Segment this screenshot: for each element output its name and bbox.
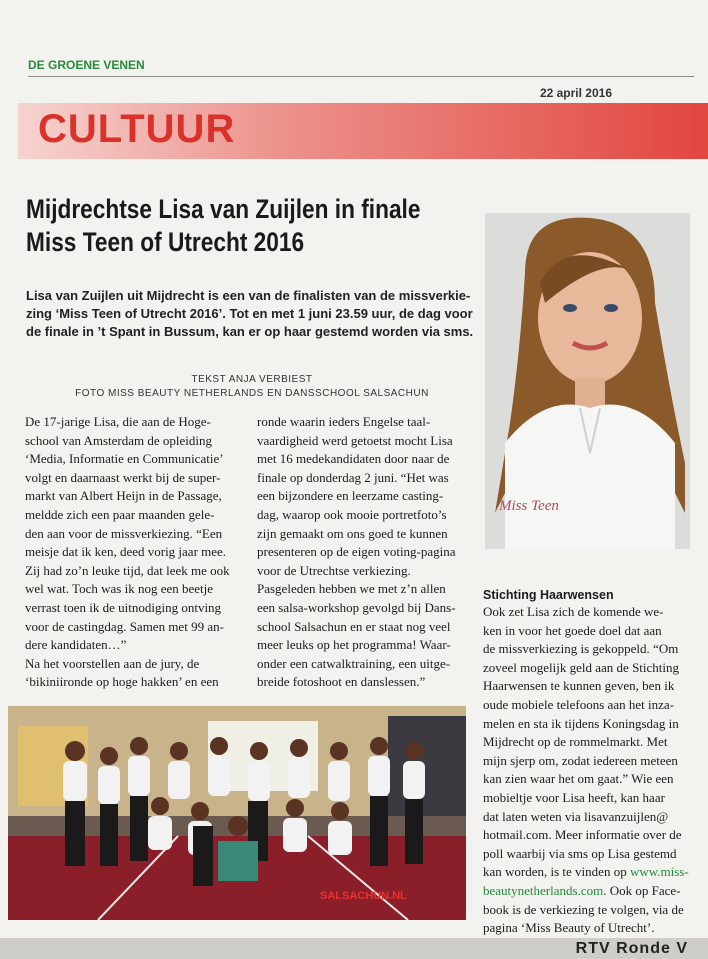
article-credits — [26, 373, 478, 401]
body-line: oude mobiele telefoons aan het inza- — [483, 696, 674, 712]
section-banner — [18, 103, 708, 159]
article-headline — [26, 193, 421, 259]
body-line: dat laten weten via lisavanzuijlen@ — [483, 808, 669, 824]
body-line: mobieltje voor Lisa heeft, kan haar — [483, 789, 665, 805]
body-line: school Salsachun en er staat nog veel — [257, 618, 451, 634]
body-line: Zij had zo’n leuke tijd, dat leek me ook — [25, 562, 230, 578]
body-line: breide fotoshoot en danslessen.” — [257, 674, 426, 690]
sidebar-column — [483, 588, 689, 938]
body-line: poll waarbij via sms op Lisa gestemd — [483, 845, 677, 861]
headline-line: Mijdrechtse Lisa van Zuijlen in finale — [26, 194, 421, 224]
body-line: wel wat. Toch was ik nog een beetje — [25, 581, 214, 597]
body-line: ronde waarin ieders Engelse taal- — [257, 414, 431, 429]
body-line: Haarwensen te kunnen geven, ben ik — [483, 678, 675, 694]
masthead-rule — [28, 76, 694, 77]
issue-date: 22 april 2016 — [539, 86, 612, 100]
body-line: Na het voorstellen aan de jury, de — [25, 655, 200, 671]
body-line: een salsa-workshop gevolgd bij Dans- — [257, 599, 456, 615]
body-line: ‘Media, Informatie en Communicatie’ — [25, 451, 224, 467]
body-line: zijn gemaakt om ons goed te kunnen — [257, 525, 448, 541]
website-link-cont[interactable]: beautynetherlands.com — [483, 882, 604, 898]
body-line: dere kandidaten…” — [25, 637, 127, 653]
article-column-1 — [25, 413, 230, 692]
section-title: CULTUUR — [38, 107, 236, 151]
body-line-text: . Ook op Face- — [603, 882, 681, 898]
body-line: zoveel mogelijk geld aan de Stichting — [483, 659, 680, 675]
photo-watermark: SALSACHUN.NL — [320, 890, 407, 902]
body-line: melen en sta ik tijdens Koningsdag in — [483, 715, 679, 731]
group-photo — [8, 706, 466, 920]
body-line: presenteren op de eigen voting-pagina — [257, 544, 456, 560]
body-line: onder een catwalktraining, een uitge- — [257, 655, 451, 671]
body-line: ‘bikiniironde op hoge hakken’ en een — [25, 674, 219, 690]
body-line — [483, 863, 689, 882]
body-line: voor de Utrechtse verkiezing. — [257, 562, 411, 578]
body-line: Mijdrecht op de rommelmarkt. Met — [483, 734, 668, 750]
body-line: vaardigheid werd getoetst mocht Lisa — [257, 432, 453, 448]
article-column-2 — [257, 413, 456, 692]
body-line: meldde zich een paar maanden gele- — [25, 506, 215, 522]
miss-teen-logo: Miss Teen — [499, 498, 559, 514]
body-line: meisje dat ik ken, deed vorig jaar mee. — [25, 544, 227, 560]
body-line: verrast toen ik de uitnodiging ontving — [25, 599, 222, 615]
body-line: Ook zet Lisa zich de komende we- — [483, 604, 664, 619]
newspaper-name: DE GROENE VENEN — [28, 58, 145, 72]
next-page-text: RTV Ronde V — [575, 940, 688, 957]
body-line: markt van Albert Heijn in de Passage, — [25, 488, 222, 504]
text-credit: TEKST ANJA VERBIEST — [191, 374, 313, 385]
body-line: den aan voor de missverkiezing. “Een — [25, 525, 223, 541]
body-line: pagina ‘Miss Beauty of Utrecht’. — [483, 920, 655, 936]
body-line — [483, 882, 689, 901]
lead-line: zing ‘Miss Teen of Utrecht 2016’. Tot en met 1 juni 23.59 uur, de dag voor — [26, 306, 473, 321]
body-line: een bijzondere en leerzame casting- — [257, 488, 444, 504]
body-line: met 16 medekandidaten door naar de — [257, 451, 450, 467]
photo-credit: FOTO MISS BEAUTY NETHERLANDS EN DANSSCHOOL SALSACHUN — [75, 388, 429, 399]
body-line: kan zien waar het om gaat.” Wie een — [483, 771, 674, 787]
body-line: dag, waarop ook mooie portretfoto’s — [257, 506, 447, 522]
lead-line: de finale in ’t Spant in Bussum, kan er op haar gestemd worden via sms. — [26, 324, 474, 339]
lead-line: Lisa van Zuijlen uit Mijdrecht is een van de finalisten van de missverkie- — [26, 288, 471, 303]
body-line: Pasgeleden hebben we met z’n allen — [257, 581, 446, 597]
next-page-strip — [0, 938, 708, 959]
sidebar-heading: Stichting Haarwensen — [483, 588, 614, 602]
headline-line: Miss Teen of Utrecht 2016 — [26, 227, 305, 257]
group-photo-image — [8, 706, 466, 920]
body-line: ken in voor het goede doel dat aan — [483, 622, 662, 638]
body-line: school van Amsterdam de opleiding — [25, 432, 213, 448]
portrait-photo — [485, 213, 690, 549]
body-line: De 17-jarige Lisa, die aan de Hoge- — [25, 414, 211, 429]
body-line: volgt en daarnaast werkt bij de super- — [25, 469, 221, 485]
body-line: de missverkiezing is gekoppeld. “Om — [483, 641, 679, 657]
body-line: hotmail.com. Meer informatie over de — [483, 827, 682, 843]
body-line: mijn sjerp om, zodat iedereen meteen — [483, 752, 678, 768]
body-line: book is de verkiezing te volgen, via de — [483, 901, 684, 917]
body-line: voor de castingdag. Samen met 99 an- — [25, 618, 224, 634]
body-line: finale op donderdag 2 juni. “Het was — [257, 469, 449, 485]
website-link[interactable]: www.miss- — [629, 864, 689, 880]
body-line: meer leuks op het programma! Waar- — [257, 637, 451, 653]
article-lead — [26, 287, 478, 341]
body-line-text: kan worden, is te vinden op — [483, 864, 627, 880]
